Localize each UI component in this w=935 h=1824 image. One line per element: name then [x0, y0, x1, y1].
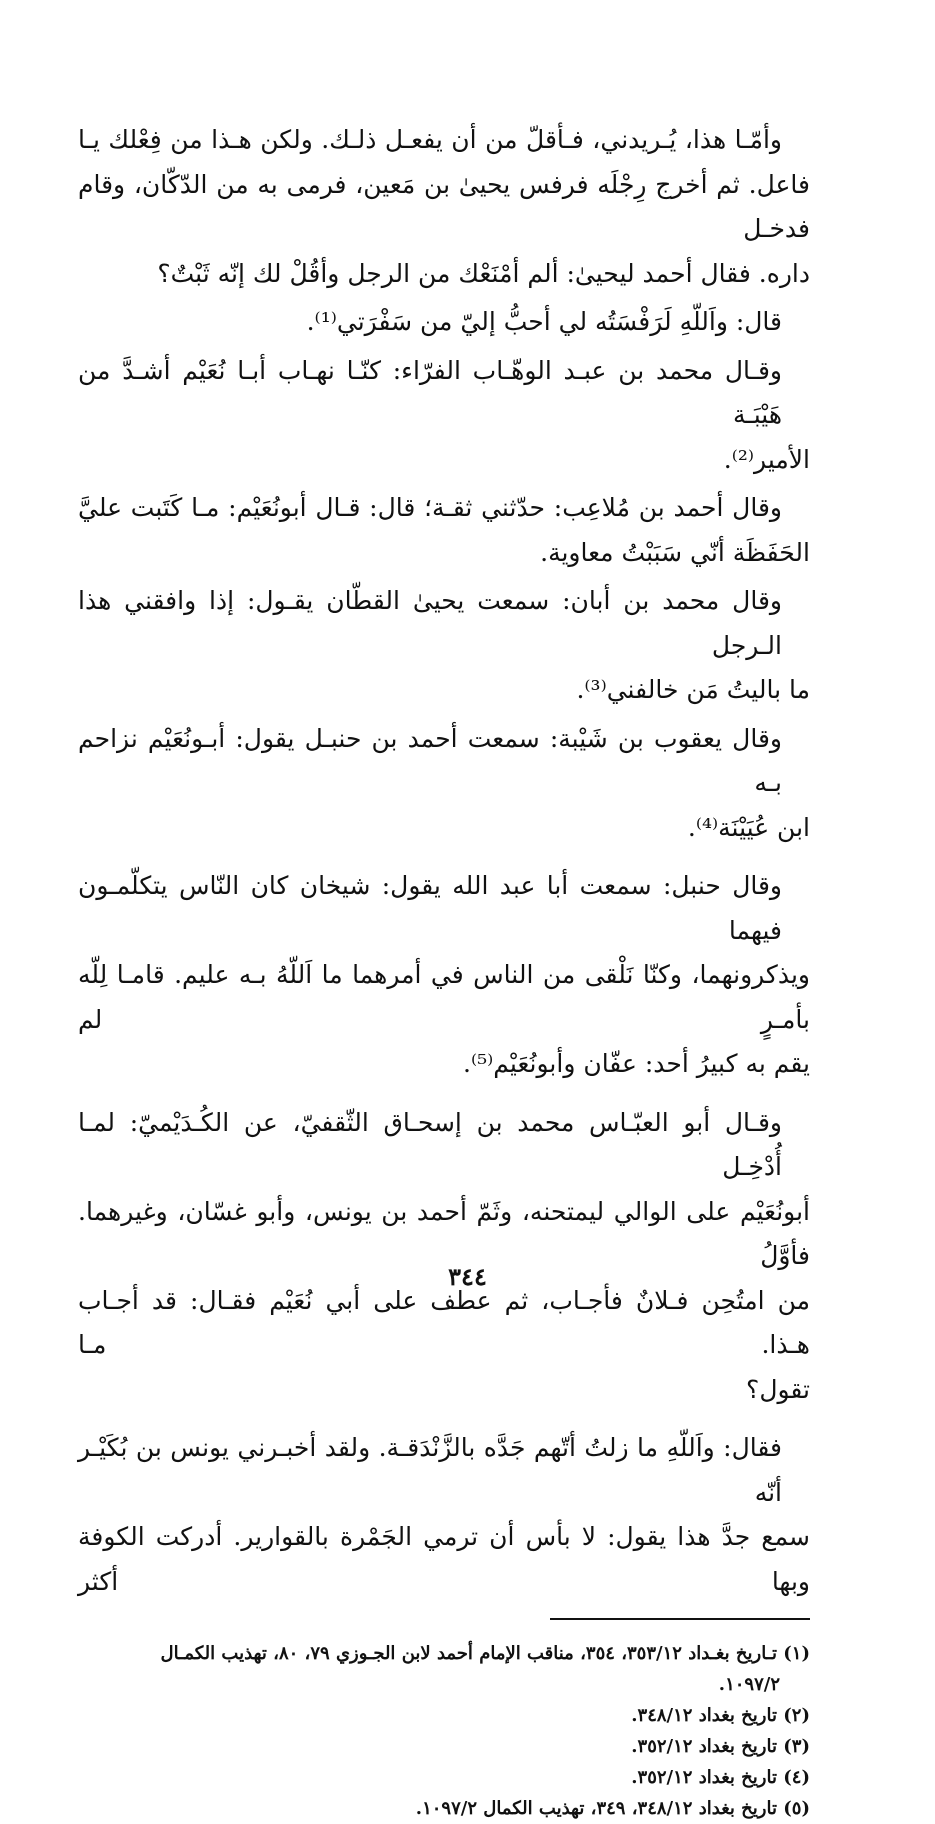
paragraph-7 [78, 864, 810, 1087]
page-content [78, 118, 810, 1824]
text-line: قال: واَللّهِ لَرَفْسَتُه لي أحبُّ إليّ من سَفْرَتي⁽¹⁾. [306, 307, 782, 336]
text-line: وقال محمد بن أبان: سمعت يحيىٰ القطّان يقـول: إذا وافقني هذا الـرجل [78, 586, 782, 660]
paragraph-6 [78, 717, 810, 851]
footnote-text: تاريخ بغداد ٣٥٢/١٢. [631, 1767, 777, 1788]
footnote-3 [78, 1731, 810, 1762]
paragraph-2 [78, 300, 810, 345]
footnote-marker: (٤) [783, 1767, 810, 1788]
text-line: الحَفَظَة أنّي سَبَبْتُ معاوية. [540, 537, 810, 567]
footnote-marker: (٣) [783, 1736, 810, 1757]
text-line: سمع جدَّ هذا يقول: لا بأس أن ترمي الجَمْرة بالقوارير. أدركت الكوفة وبها أكثر [78, 1522, 810, 1596]
footnotes [78, 1638, 810, 1824]
text-line: وقال يعقوب بن شَيْبة: سمعت أحمد بن حنبـل يقول: أبـونُعَيْم نزاحم بـه [78, 723, 782, 797]
paragraph-5 [78, 579, 810, 713]
footnote-marker: (٥) [783, 1798, 810, 1819]
footnote-2 [78, 1700, 810, 1731]
text-line: وقال أحمد بن مُلاعِب: حدّثني ثقـة؛ قال: قـال أبونُعَيْم: مـا كَتَبت عليَّ [78, 493, 782, 522]
paragraph-1 [78, 118, 810, 296]
main-text [78, 118, 810, 1604]
footnote-4 [78, 1762, 810, 1793]
footnote-marker: (١) [783, 1643, 810, 1664]
text-line: داره. فقال أحمد ليحيىٰ: ألم أمْنَعْك من الرجل وأقُلْ لك إنّه ثَبْتٌ؟ [157, 258, 810, 288]
text-line: ويذكرونهما، وكنّا نَلْقى من الناس في أمرهما ما اَللّهُ بـه عليم. قامـا لِلّه بأمـرٍ لم [78, 960, 810, 1034]
text-line: وقال حنبل: سمعت أبا عبد الله يقول: شيخان كان النّاس يتكلّمـون فيهما [78, 871, 782, 945]
paragraph-9 [78, 1426, 810, 1604]
footnote-continuation: ١٠٩٧/٢. [718, 1674, 780, 1695]
paragraph-4 [78, 486, 810, 575]
footnote-5 [78, 1793, 810, 1824]
footnote-text: تاريخ بغداد ٣٤٨/١٢. [631, 1705, 777, 1726]
text-line: فقال: واَللّهِ ما زلتُ أتّهم جَدَّه بالزَّنْدَقـة. ولقد أخبـرني يونس بن بُكَيْـر أنّه [78, 1433, 782, 1507]
text-line: فاعل. ثم أخرج رِجْلَه فرفس يحيىٰ بن مَعين، فرمى به من الدّكّان، وقام فدخـل [78, 169, 810, 243]
text-line: ابن عُيَيْنَة⁽⁴⁾. [687, 812, 810, 842]
paragraph-3 [78, 349, 810, 483]
text-line: من امتُحِن فـلانٌ فأجـاب، ثم عطف على أبي نُعَيْم فقـال: قد أجـاب هـذا. مـا [78, 1285, 810, 1359]
footnote-divider [550, 1618, 810, 1620]
footnote-1 [78, 1638, 810, 1700]
page-number: ٣٤٤ [448, 1262, 487, 1291]
text-line: الأمير⁽²⁾. [723, 444, 810, 474]
footnote-marker: (٢) [783, 1705, 810, 1726]
footnote-text: تـاريخ بغـداد ٣٥٣/١٢، ٣٥٤، مناقب الإمام أحمد لابن الجـوزي ٧٩، ٨٠، تهذيب الكمـال [160, 1643, 777, 1664]
text-line: وقـال محمد بن عبـد الوهّـاب الفرّاء: كنّـا نهـاب أبـا نُعَيْم أشـدَّ من هَيْبَـة [78, 355, 782, 429]
footnote-text: تاريخ بغداد ٣٤٨/١٢، ٣٤٩، تهذيب الكمال ١٠٩٧/٢. [415, 1798, 777, 1819]
text-line: وأمّـا هذا، يُـريدني، فـأقلّ من أن يفعـل ذلـك. ولكن هـذا من فِعْلك يـا [78, 125, 782, 154]
paragraph-8 [78, 1101, 810, 1413]
footnote-text: تاريخ بغداد ٣٥٢/١٢. [631, 1736, 777, 1757]
text-line: وقـال أبو العبّـاس محمد بن إسحـاق الثّقفيّ، عن الكُـدَيْميّ: لمـا أُدْخِـل [78, 1107, 782, 1181]
text-line: تقول؟ [746, 1374, 810, 1404]
text-line: أبونُعَيْم على الوالي ليمتحنه، وثَمّ أحمد بن يونس، وأبو غسّان، وغيرهما. فأوَّلُ [78, 1196, 810, 1270]
text-line: ما باليتُ مَن خالفني⁽³⁾. [576, 675, 810, 704]
text-line: يقم به كبيرُ أحد: عفّان وأبونُعَيْم⁽⁵⁾. [463, 1049, 810, 1078]
